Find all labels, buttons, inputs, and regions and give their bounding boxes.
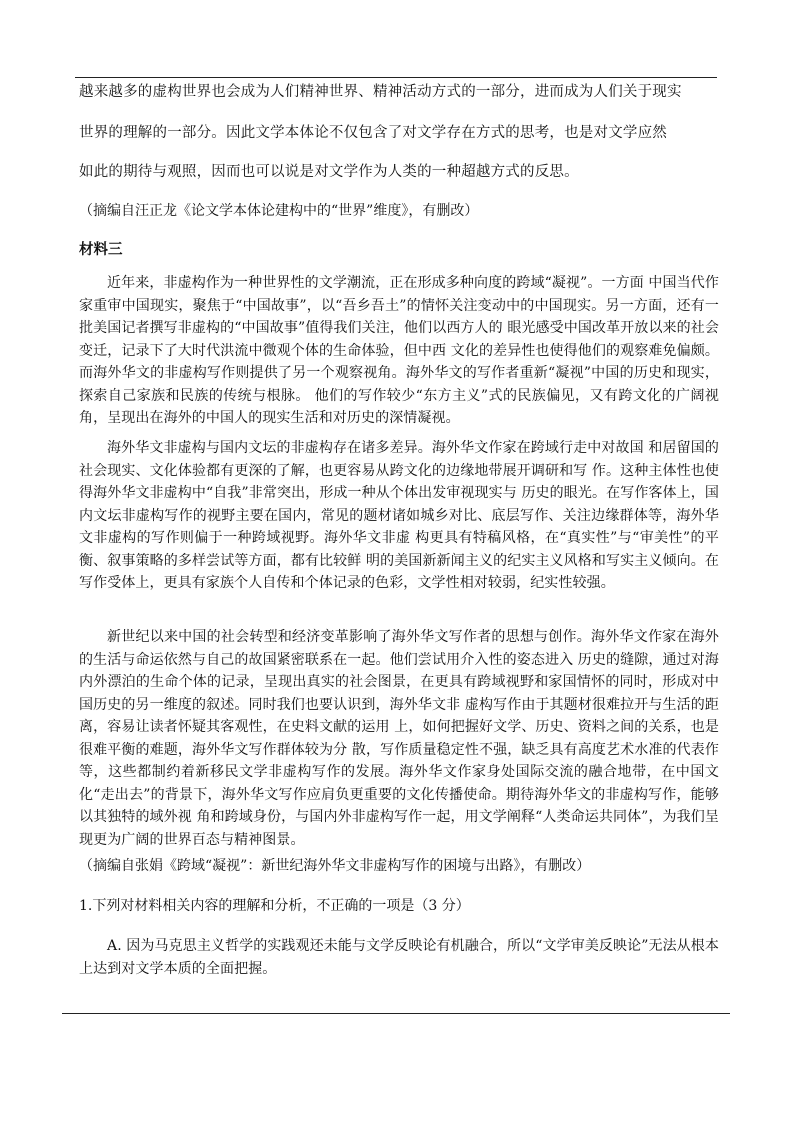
- footer-rule: [62, 1013, 730, 1014]
- paragraph-3: 新世纪以来中国的社会转型和经济变革影响了海外华文写作者的思想与创作。海外华文作家在海外的生活与命运依然与自己的故国紧密联系在一起。他们尝试用介入性的姿态进入 历史的缝隙，通过对海内外漂泊的生命个体的记录，呈现出真实的社会图景，在更具有跨域视野和家国情怀的同时，形成对中国历史的另一维度的叙述。同时我们也要认识到，海外华文非 虚构写作由于其题材很难拉开与生活的距离，容易让读者怀疑其客观性，在史料文献的运用 上，如何把握好文学、历史、资料之间的关系，也是很难平衡的难题，海外华文写作群体较为分 散，写作质量稳定性不强，缺乏具有高度艺术水准的代表作等，这些都制约着新移民文学非虚构写作的发展。海外华文作家身处国际交流的融合地带，在中国文化“走出去”的背景下，海外华文写作应肩负更重要的文化传播使命。期待海外华文的非虚构写作，能够以其独特的域外视 角和跨域身份，与国内外非虚构写作一起，用文学阐释“人类命运共同体”，为我们呈现更为广阔的世界百态与精神图景。: [79, 629, 719, 848]
- section-heading: 材料三: [79, 241, 123, 258]
- paragraph-1: 近年来，非虚构作为一种世界性的文学潮流，正在形成多种向度的跨域“凝视”。一方面 中国当代作家重审中国现实，聚焦于“中国故事”，以“吾乡吾土”的情怀关注变动中的中国现实。另一方面，还有一批美国记者撰写非虚构的“中国故事”值得我们关注，他们以西方人的 眼光感受中国改革开放以来的社会变迁，记录下了大时代洪流中微观个体的生命体验，但中西 文化的差异性也使得他们的观察难免偏颇。而海外华文的非虚构写作则提供了另一个观察视角。海外华文的写作者重新“凝视”中国的历史和现实，探索自己家族和民族的传统与根脉。 他们的写作较少“东方主义”式的民族偏见，又有跨文化的广阔视角，呈现出在海外的中国人的现实生活和对历史的深情凝视。: [79, 275, 719, 426]
- source-citation-1: （摘编自汪正龙《论文学本体论建构中的“世界”维度》，有删改）: [79, 203, 479, 219]
- option-a: A. 因为马克思主义哲学的实践观还未能与文学反映论有机融合，所以“文学审美反映论”无法从根本上达到对文学本质的全面把握。: [79, 938, 719, 977]
- continued-line-2: 世界的理解的一部分。因此文学本体论不仅包含了对文学存在方式的思考，也是对文学应然: [79, 125, 667, 141]
- header-rule: [75, 77, 717, 78]
- paragraph-2: 海外华文非虚构与国内文坛的非虚构存在诸多差异。海外华文作家在跨域行走中对故国 和居留国的社会现实、文化体验都有更深的了解，也更容易从跨文化的边缘地带展开调研和写 作。这种主体性也使得海外华文非虚构中“自我”非常突出，形成一种从个体出发审视现实与 历史的眼光。在写作客体上，国内文坛非虚构写作的视野主要在国内，常见的题材诸如城乡对比、底层写作、关注边缘群体等，海外华文非虚构的写作则偏于一种跨域视野。海外华文非虚 构更具有特稿风格，在“真实性”与“审美性”的平衡、叙事策略的多样尝试等方面，都有比较鲜 明的美国新新闻主义的纪实主义风格和写实主义倾向。在写作受体上，更具有家族个人自传和个体记录的色彩，文学性相对较弱，纪实性较强。: [79, 440, 719, 591]
- continued-line-3: 如此的期待与观照，因而也可以说是对文学作为人类的一种超越方式的反思。: [79, 164, 579, 180]
- continued-line-1: 越来越多的虚构世界也会成为人们精神世界、精神活动方式的一部分，进而成为人们关于现实: [79, 84, 682, 100]
- source-citation-2: （摘编自张娟《跨域“凝视”：新世纪海外华文非虚构写作的困境与出路》，有删改）: [79, 858, 591, 874]
- question-stem: 1.下列对材料相关内容的理解和分析，不正确的一项是（3 分）: [79, 898, 470, 914]
